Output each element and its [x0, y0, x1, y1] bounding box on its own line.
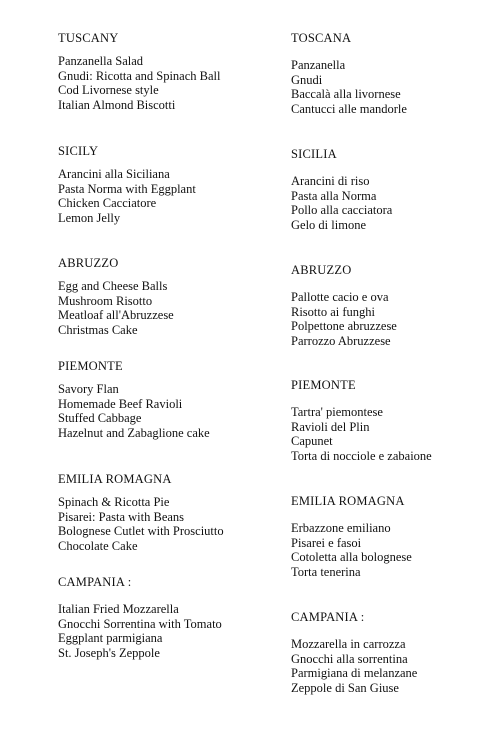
dish-list: [58, 279, 273, 337]
dish-item: Torta tenerina: [291, 564, 361, 579]
dish-item: Zeppole di San Giuse: [291, 680, 399, 695]
dish-item: Gnocchi alla sorrentina: [291, 651, 408, 666]
region-heading: PIEMONTE: [291, 378, 356, 392]
dish-list: [291, 637, 502, 695]
dish-item: Panzanella: [291, 58, 346, 72]
dish-item: Polpettone abruzzese: [291, 319, 397, 333]
dish-item: Spinach & Ricotta Pie: [58, 495, 170, 509]
dish-item: Gnudi: Ricotta and Spinach Ball: [58, 68, 221, 83]
dish-list: [58, 54, 273, 112]
dish-item: Cod Livornese style: [58, 83, 159, 97]
dish-item: Baccalà alla livornese: [291, 87, 401, 101]
dish-item: Capunet: [291, 434, 333, 448]
dish-list: [291, 174, 502, 232]
dish-list: [291, 405, 502, 463]
dish-item: Stuffed Cabbage: [58, 411, 142, 425]
dish-item: Savory Flan: [58, 382, 119, 396]
dish-item: Gnudi: [291, 72, 323, 87]
region-section: [58, 144, 273, 225]
region-section: [58, 359, 273, 440]
dish-item: Erbazzone emiliano: [291, 521, 391, 535]
region-section: [291, 147, 502, 232]
region-section: [291, 31, 502, 116]
region-heading: TOSCANA: [291, 31, 352, 45]
dish-list: [291, 58, 502, 116]
dish-list: [58, 167, 273, 225]
dish-item: Ravioli del Plin: [291, 419, 370, 434]
dish-item: Italian Almond Biscotti: [58, 97, 176, 112]
dish-item: Meatloaf all'Abruzzese: [58, 308, 174, 322]
dish-item: Bolognese Cutlet with Prosciutto: [58, 524, 224, 538]
region-heading: CAMPANIA :: [291, 610, 365, 624]
region-heading: EMILIA ROMAGNA: [291, 494, 405, 508]
dish-item: Pisarei: Pasta with Beans: [58, 509, 185, 524]
dish-item: Gnocchi Sorrentina with Tomato: [58, 616, 222, 631]
dish-item: Egg and Cheese Balls: [58, 279, 168, 293]
dish-item: Pasta alla Norma: [291, 188, 377, 203]
region-heading: PIEMONTE: [58, 359, 123, 373]
region-heading: ABRUZZO: [58, 256, 119, 270]
dish-item: Gelo di limone: [291, 217, 366, 232]
region-section: [58, 472, 273, 553]
dish-item: Christmas Cake: [58, 322, 138, 337]
dish-item: Lemon Jelly: [58, 210, 121, 225]
dish-list: [291, 290, 502, 348]
region-heading: TUSCANY: [58, 31, 119, 45]
dish-item: Homemade Beef Ravioli: [58, 396, 183, 411]
dish-item: Italian Fried Mozzarella: [58, 602, 179, 616]
dish-item: Pisarei e fasoi: [291, 535, 362, 550]
region-heading: EMILIA ROMAGNA: [58, 472, 172, 486]
dish-list: [58, 602, 273, 660]
region-section: [58, 575, 273, 660]
dish-item: Mushroom Risotto: [58, 293, 153, 308]
dish-list: [58, 382, 273, 440]
dish-item: Risotto ai funghi: [291, 304, 376, 319]
region-section: [291, 378, 502, 463]
region-section: [58, 31, 273, 112]
dish-item: Parmigiana di melanzane: [291, 666, 418, 680]
dish-item: Chicken Cacciatore: [58, 196, 157, 210]
dish-item: Cantucci alle mandorle: [291, 101, 407, 116]
dish-item: Pallotte cacio e ova: [291, 290, 389, 304]
dish-item: Panzanella Salad: [58, 54, 144, 68]
region-section: [291, 494, 502, 579]
dish-item: Eggplant parmigiana: [58, 631, 163, 645]
region-section: [291, 263, 502, 348]
dish-item: Parrozzo Abruzzese: [291, 333, 391, 348]
region-heading: SICILIA: [291, 147, 337, 161]
dish-item: Arancini di riso: [291, 174, 370, 188]
region-section: [291, 610, 502, 695]
region-heading: SICILY: [58, 144, 99, 158]
region-section: [58, 256, 273, 337]
dish-item: Hazelnut and Zabaglione cake: [58, 425, 210, 440]
dish-list: [291, 521, 502, 579]
dish-item: Tartra' piemontese: [291, 405, 383, 419]
dish-item: Mozzarella in carrozza: [291, 637, 406, 651]
dish-list: [58, 495, 273, 553]
dish-item: Arancini alla Siciliana: [58, 167, 170, 181]
dish-item: St. Joseph's Zeppole: [58, 645, 160, 660]
dish-item: Pasta Norma with Eggplant: [58, 181, 196, 196]
region-heading: ABRUZZO: [291, 263, 352, 277]
dish-item: Pollo alla cacciatora: [291, 203, 393, 217]
region-heading: CAMPANIA :: [58, 575, 132, 589]
dish-item: Torta di nocciole e zabaione: [291, 448, 432, 463]
dish-item: Chocolate Cake: [58, 538, 138, 553]
dish-item: Cotoletta alla bolognese: [291, 550, 412, 564]
